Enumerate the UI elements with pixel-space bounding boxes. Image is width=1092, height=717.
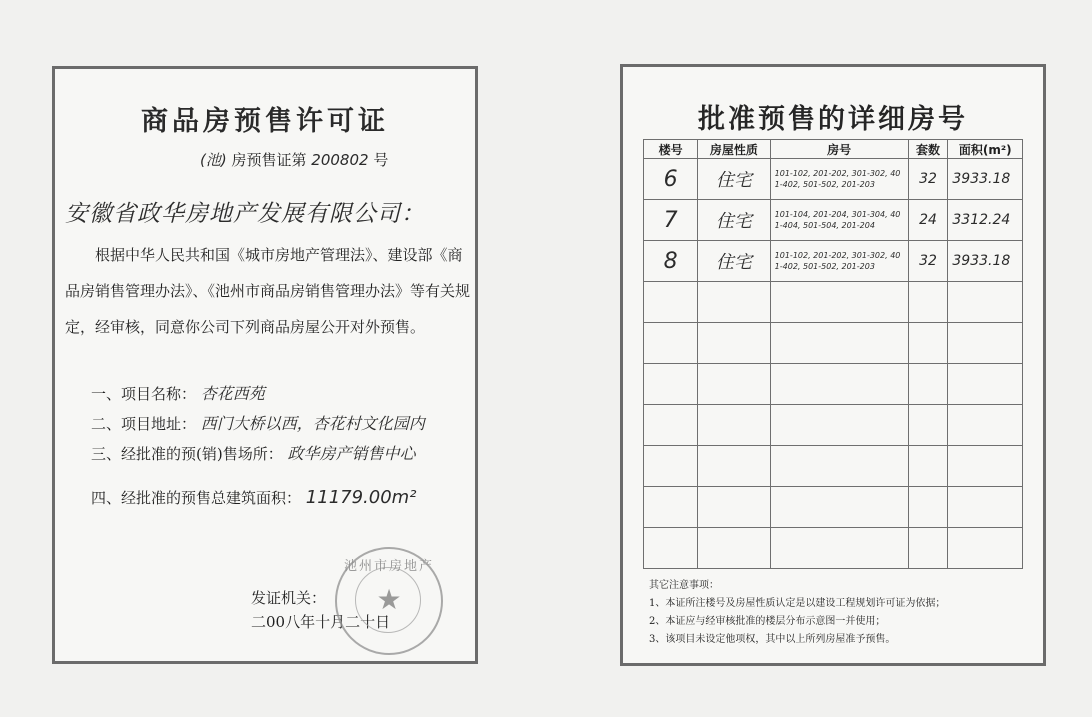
building-cell: 6 <box>644 159 698 200</box>
rooms-cell: 101-104, 201-204, 301-304, 401-404, 501-504, 201-204 <box>770 200 908 241</box>
certificate-title: 商品房预售许可证 <box>141 106 389 137</box>
official-seal <box>335 547 443 655</box>
note-line: 2、本证应与经审核批准的楼层分布示意图一并使用； <box>649 616 886 627</box>
certificate-number-label: 房预售证第 <box>231 151 307 169</box>
count-cell: 24 <box>908 200 948 241</box>
project-address-row <box>91 411 425 434</box>
property-type-cell: 住宅 <box>698 200 771 241</box>
empty-table-row <box>644 364 1023 405</box>
room-detail-table-wrap <box>643 139 1023 573</box>
sales-office-value: 政华房产销售中心 <box>287 444 416 463</box>
count-cell: 32 <box>908 241 948 282</box>
building-cell: 7 <box>644 200 698 241</box>
table-row <box>644 241 1023 282</box>
table-header-row <box>644 140 1023 159</box>
room-detail-page <box>620 64 1046 666</box>
sales-office-label: 三、经批准的预(销)售场所： <box>91 445 283 463</box>
notes-section <box>649 577 1029 649</box>
header-rooms: 房号 <box>770 140 908 159</box>
room-detail-table <box>643 139 1023 569</box>
rooms-cell: 101-102, 201-202, 301-302, 401-402, 501-502, 201-203 <box>770 159 908 200</box>
project-address-label: 二、项目地址： <box>91 415 197 433</box>
project-name-label: 一、项目名称： <box>91 385 197 403</box>
certificate-number: 200802 <box>311 151 369 169</box>
empty-table-row <box>644 528 1023 569</box>
header-building: 楼号 <box>644 140 698 159</box>
area-cell: 3933.18 <box>948 159 1023 200</box>
note-line: 1、本证所注楼号及房屋性质认定是以建设工程规划许可证为依据； <box>649 598 946 609</box>
count-cell: 32 <box>908 159 948 200</box>
header-area: 面积(m²) <box>948 140 1023 159</box>
empty-table-row <box>644 405 1023 446</box>
property-type-cell: 住宅 <box>698 159 771 200</box>
project-name-row <box>91 381 265 404</box>
total-area-value: 11179.00m² <box>305 487 417 508</box>
seal-text: 池州市房地产 <box>343 559 434 574</box>
total-area-label: 四、经批准的预售总建筑面积： <box>91 489 302 507</box>
certificate-number-suffix: 号 <box>373 151 389 169</box>
empty-table-row <box>644 323 1023 364</box>
issue-date: 二00八年十月二十日 <box>251 613 391 631</box>
total-area-row <box>91 487 416 508</box>
table-row <box>644 159 1023 200</box>
empty-table-row <box>644 282 1023 323</box>
notes-title: 其它注意事项： <box>649 580 719 591</box>
detail-title: 批准预售的详细房号 <box>698 104 968 135</box>
table-row <box>644 200 1023 241</box>
header-property-type: 房屋性质 <box>698 140 771 159</box>
area-cell: 3933.18 <box>948 241 1023 282</box>
certificate-prefix: (池) <box>200 151 227 169</box>
presale-certificate-page <box>52 66 478 664</box>
project-name-value: 杏花西苑 <box>200 384 265 403</box>
empty-table-row <box>644 487 1023 528</box>
area-cell: 3312.24 <box>948 200 1023 241</box>
issuer-label: 发证机关： <box>251 589 327 607</box>
seal-star-icon: ★ <box>376 583 402 616</box>
building-cell: 8 <box>644 241 698 282</box>
note-line: 3、该项目未设定他项权，其中以上所列房屋准予预售。 <box>649 634 896 645</box>
company-name: 安徽省政华房地产发展有限公司： <box>65 201 425 227</box>
property-type-cell: 住宅 <box>698 241 771 282</box>
project-address-value: 西门大桥以西，杏花村文化园内 <box>200 414 425 433</box>
sales-office-row <box>91 441 416 464</box>
certificate-number-line <box>200 149 388 170</box>
rooms-cell: 101-102, 201-202, 301-302, 401-402, 501-502, 201-203 <box>770 241 908 282</box>
approval-paragraph: 根据中华人民共和国《城市房地产管理法》、建设部《商品房销售管理办法》、《池州市商品房销售管理办法》等有关规定，经审核，同意你公司下列商品房屋公开对外预售。 <box>65 246 471 336</box>
header-count: 套数 <box>908 140 948 159</box>
empty-table-row <box>644 446 1023 487</box>
